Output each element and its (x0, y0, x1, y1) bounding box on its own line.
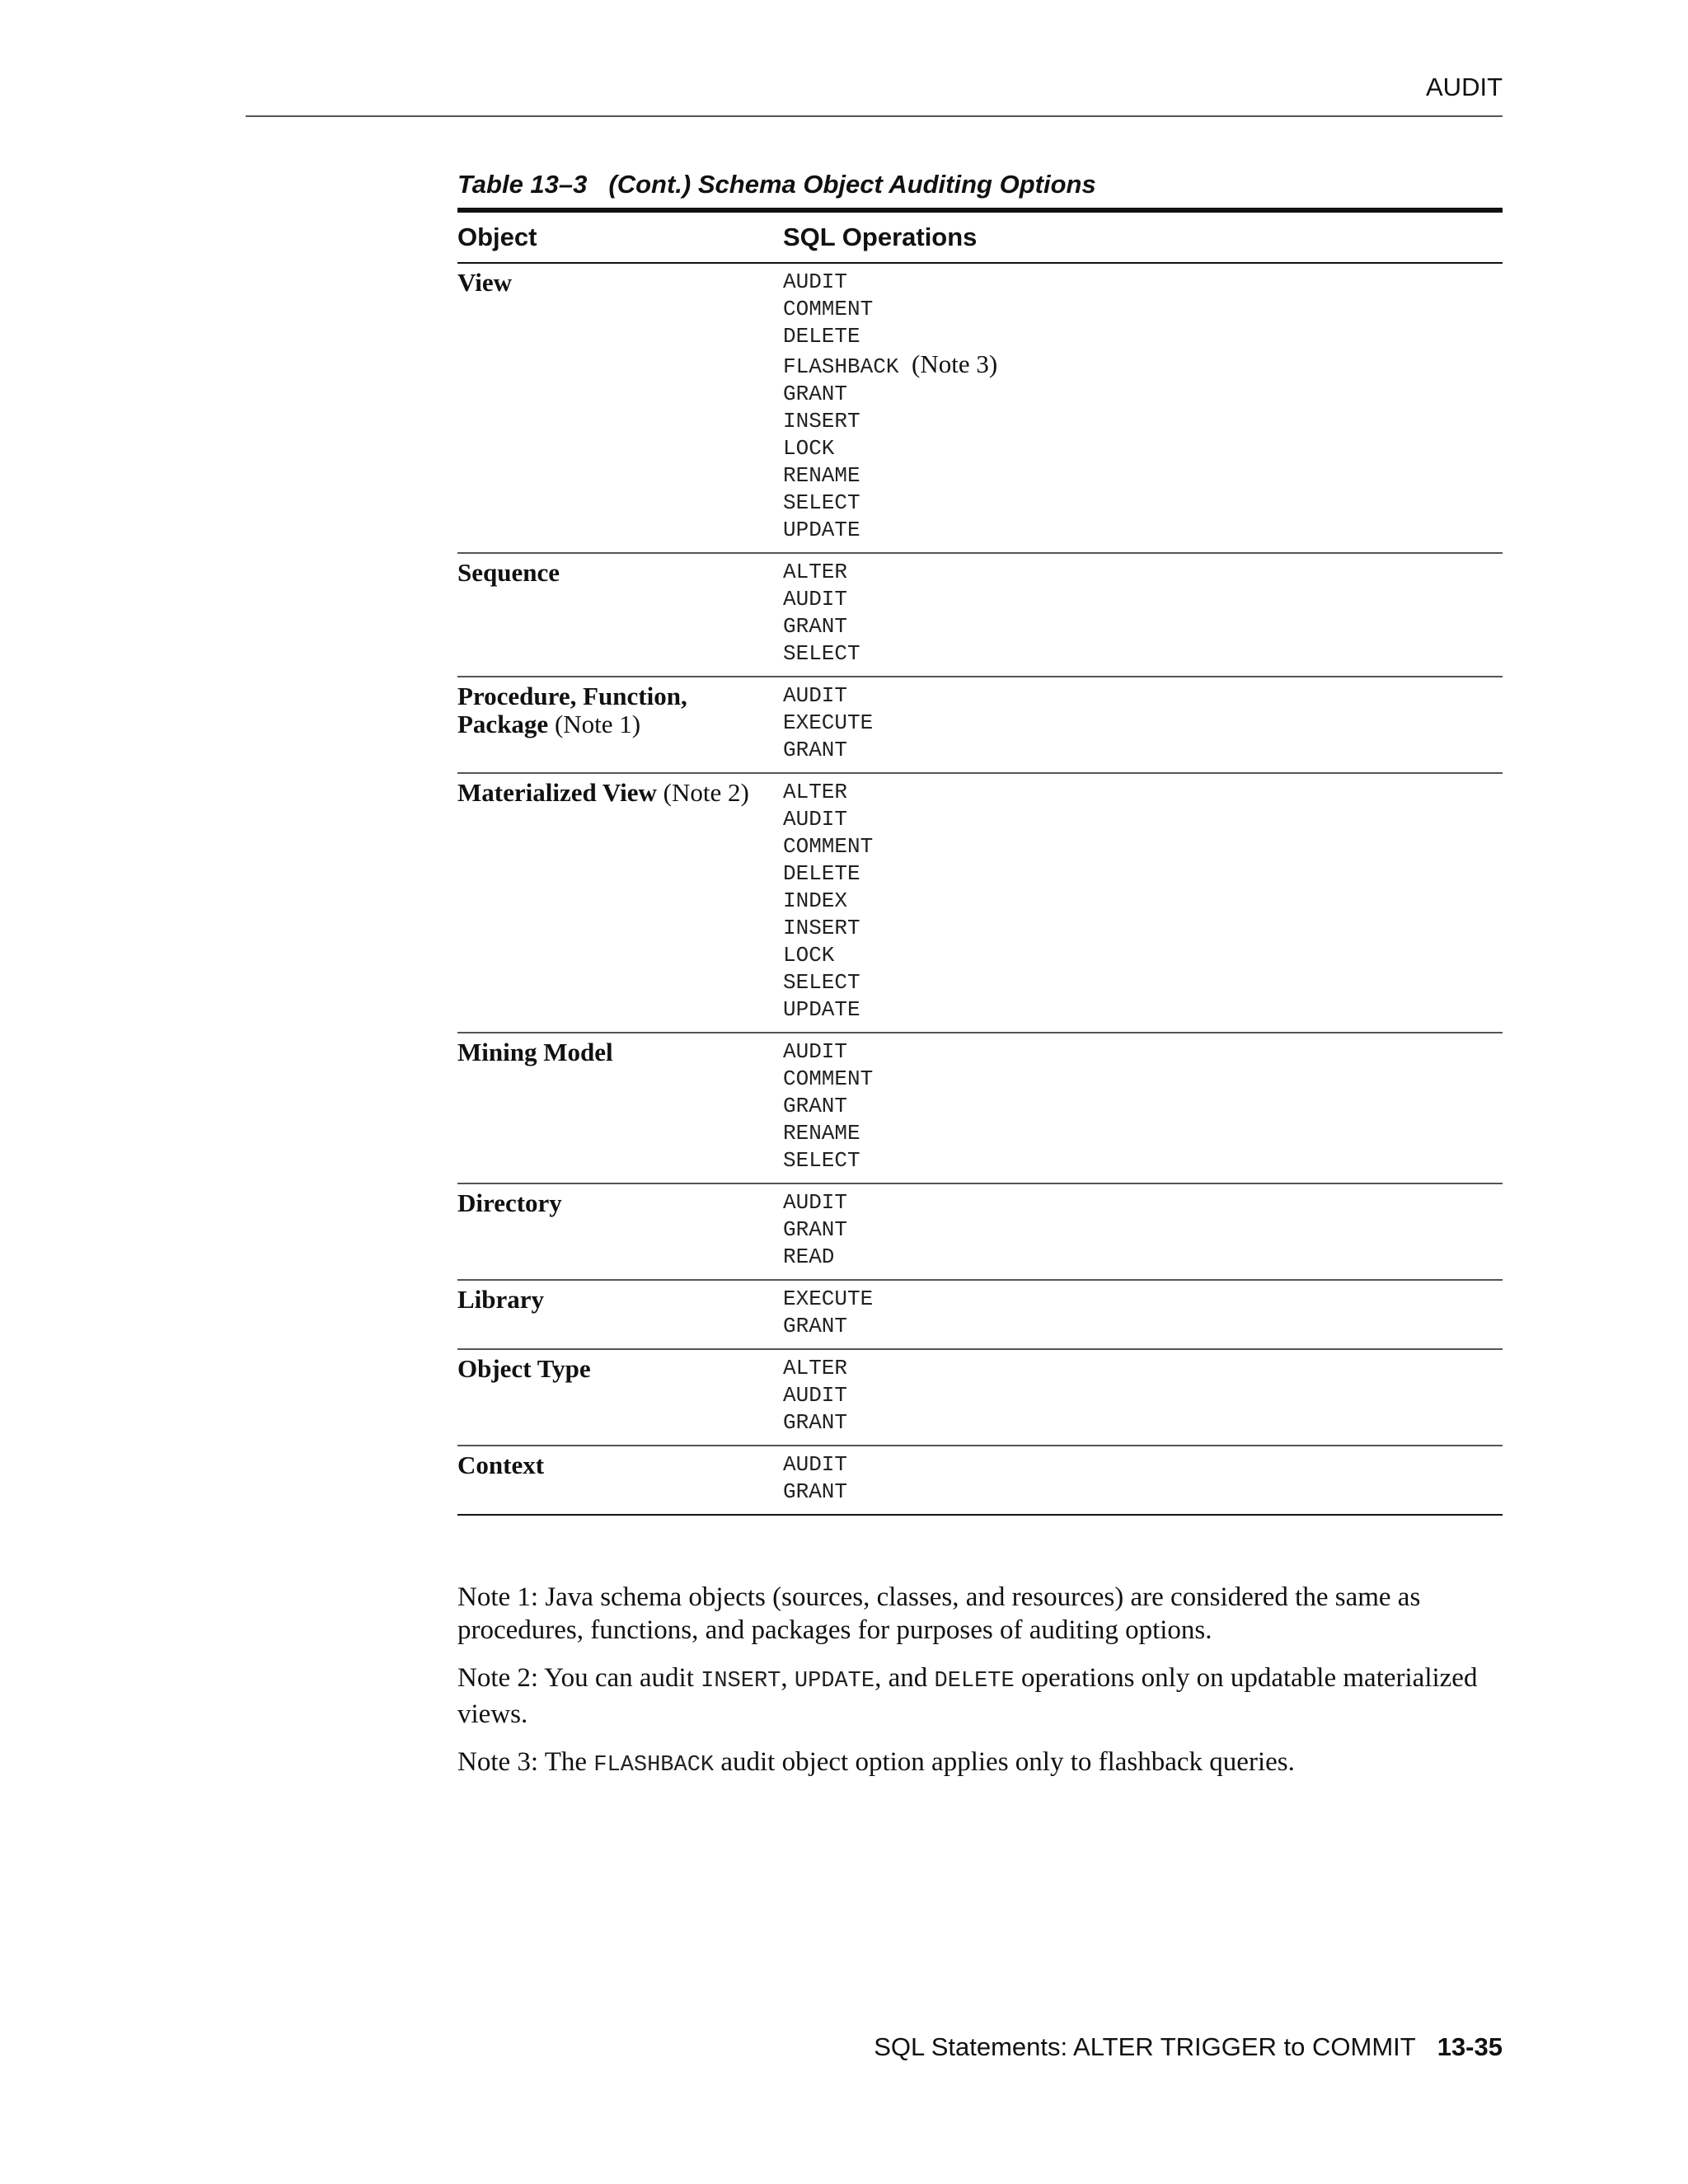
operation: EXECUTE (783, 710, 874, 735)
object-note: (Note 2) (663, 778, 749, 807)
operation: RENAME (783, 1121, 860, 1146)
column-header-sql-operations: SQL Operations (783, 223, 978, 251)
note-1: Note 1: Java schema objects (sources, classes, and resources) are considered the same as procedures, functions, and packages for purposes of auditing options. (457, 1582, 1421, 1645)
table-caption-title: (Cont.) Schema Object Auditing Options (608, 170, 1096, 199)
operation: AUDIT (783, 807, 848, 832)
operations-cell (783, 269, 1503, 544)
table-row (457, 1350, 1503, 1446)
operation: GRANT (783, 1410, 848, 1435)
note-code: FLASHBACK (593, 1753, 715, 1778)
note-text: Note 2: You can audit (457, 1663, 701, 1693)
object-name: Directory (457, 1188, 562, 1217)
operation: SELECT (783, 970, 860, 995)
operation: UPDATE (783, 518, 860, 542)
operations-cell (783, 682, 1503, 764)
operation: SELECT (783, 490, 860, 515)
operations-cell (783, 559, 1503, 668)
operation: INDEX (783, 888, 848, 913)
note-text: , (781, 1663, 795, 1693)
object-name: Procedure, Function, (457, 682, 687, 710)
object-name: Object Type (457, 1354, 591, 1383)
operations-cell (783, 1355, 1503, 1436)
operation: LOCK (783, 943, 835, 968)
operation: GRANT (783, 738, 848, 762)
table-header-row (457, 213, 1503, 264)
object-name: Mining Model (457, 1038, 613, 1066)
object-note: (Note 1) (554, 710, 641, 738)
note-text: operations only on updatable materialized views. (457, 1663, 1478, 1729)
table-row (457, 1184, 1503, 1281)
table-caption (457, 170, 1096, 199)
page-number: 13-35 (1437, 2032, 1503, 2061)
object-cell (457, 682, 783, 764)
table-row (457, 677, 1503, 774)
note-code: DELETE (934, 1669, 1015, 1694)
operation-with-note (783, 350, 1503, 381)
operation: READ (783, 1244, 835, 1269)
table-notes (457, 1581, 1503, 1797)
object-name: Library (457, 1285, 545, 1314)
object-name: Package (457, 710, 549, 738)
operations-cell (783, 779, 1503, 1024)
object-cell (457, 779, 783, 1024)
table-row (457, 264, 1503, 554)
operation: AUDIT (783, 1039, 848, 1064)
operation: INSERT (783, 916, 860, 940)
table-row (457, 774, 1503, 1033)
note-3 (457, 1746, 1503, 1782)
operation: AUDIT (783, 269, 848, 294)
table-caption-number: Table 13–3 (457, 170, 588, 199)
operation: AUDIT (783, 683, 848, 708)
table-row (457, 554, 1503, 677)
note-text: , and (874, 1663, 935, 1693)
operation: SELECT (783, 1148, 860, 1173)
operation: RENAME (783, 463, 860, 488)
object-cell (457, 1355, 783, 1436)
operation: ALTER (783, 1356, 848, 1380)
operation: UPDATE (783, 997, 860, 1022)
object-cell (457, 269, 783, 544)
footer-section-title: SQL Statements: ALTER TRIGGER to COMMIT (874, 2032, 1416, 2061)
operation: AUDIT (783, 587, 848, 612)
operation: GRANT (783, 382, 848, 406)
operation: GRANT (783, 1479, 848, 1504)
schema-object-auditing-table (457, 208, 1503, 1516)
operation: FLASHBACK (783, 354, 899, 379)
operation: INSERT (783, 409, 860, 434)
table-row (457, 1446, 1503, 1516)
operations-cell (783, 1038, 1503, 1174)
operation: AUDIT (783, 1452, 848, 1477)
operation: DELETE (783, 861, 860, 886)
operation: DELETE (783, 324, 860, 349)
object-cell (457, 559, 783, 668)
note-code: INSERT (701, 1669, 781, 1694)
object-cell (457, 1189, 783, 1271)
operation: GRANT (783, 1217, 848, 1242)
operation: COMMENT (783, 297, 874, 321)
operation: LOCK (783, 436, 835, 461)
running-header: AUDIT (1426, 73, 1503, 101)
operation: AUDIT (783, 1383, 848, 1408)
note-text: audit object option applies only to flashback queries. (714, 1747, 1295, 1777)
operation: GRANT (783, 1314, 848, 1338)
object-name: View (457, 268, 512, 297)
column-header-object: Object (457, 223, 537, 251)
operation: COMMENT (783, 834, 874, 859)
object-name: Sequence (457, 558, 560, 587)
note-code: UPDATE (794, 1669, 875, 1694)
page-footer (874, 2032, 1503, 2062)
object-cell (457, 1451, 783, 1506)
note-2 (457, 1661, 1503, 1731)
operation: GRANT (783, 614, 848, 639)
operation-note: (Note 3) (912, 349, 998, 378)
operation: AUDIT (783, 1190, 848, 1215)
table-row (457, 1033, 1503, 1184)
object-name: Materialized View (457, 778, 657, 807)
object-cell (457, 1038, 783, 1174)
header-rule (246, 115, 1503, 117)
object-name: Context (457, 1451, 545, 1479)
object-cell (457, 1286, 783, 1340)
operations-cell (783, 1451, 1503, 1506)
operation: COMMENT (783, 1066, 874, 1091)
operation: EXECUTE (783, 1286, 874, 1311)
note-text: Note 3: The (457, 1747, 594, 1777)
table-row (457, 1281, 1503, 1350)
operation: ALTER (783, 560, 848, 584)
operations-cell (783, 1286, 1503, 1340)
operation: GRANT (783, 1094, 848, 1118)
operations-cell (783, 1189, 1503, 1271)
operation: SELECT (783, 641, 860, 666)
operation: ALTER (783, 780, 848, 804)
